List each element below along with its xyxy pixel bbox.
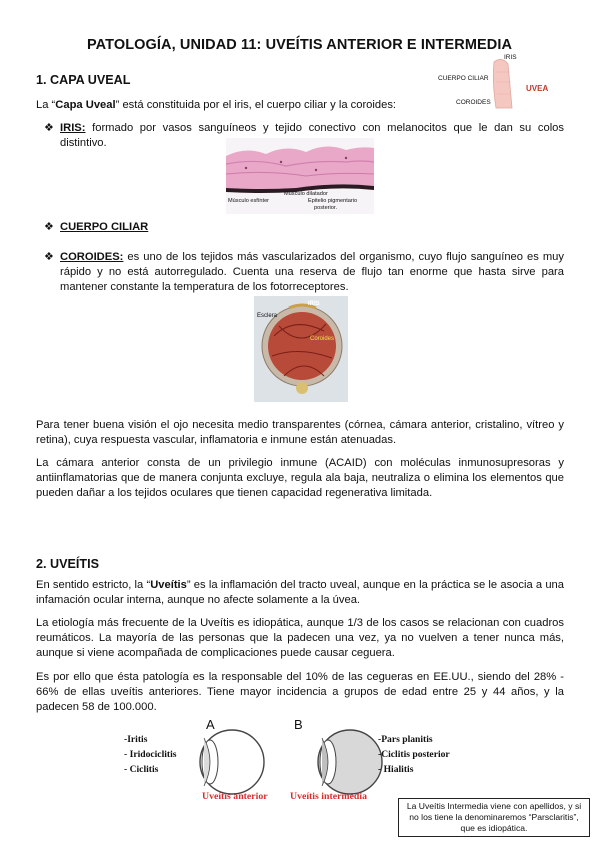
uveitis-classification-figure (124, 717, 450, 804)
paragraph-medios-transparentes: Para tener buena visión el ojo necesita medio transparentes (córnea, cámara anterior, cristalino, vítreo y retina), cuya respuesta vascular, inflamatoria e inmune están atenuadas. (36, 419, 564, 446)
label-coroides: Coroides (310, 336, 335, 342)
paragraph-camara-anterior: La cámara anterior consta de un privilegio inmune (ACAID) con moléculas inmunosupresoras y antiinflamatorias que de manera conjunta excluye, regula ala baja, neutraliza o elimina los elementos que pueden dañar a los tejidos oculares que tienen capacidad regenerativa limitada. (36, 457, 564, 499)
iris-label: IRIS: (60, 122, 86, 134)
list-item: - Hialitis (378, 764, 414, 775)
iris-histology-image (226, 138, 374, 214)
capa-uveal-term: Capa Uveal (55, 99, 116, 111)
diamond-bullet-icon: ❖ (44, 221, 54, 233)
cuerpo-ciliar-label: CUERPO CILIAR (60, 221, 149, 233)
paragraph-epidemiologia: Es por ello que ésta patología es la responsable del 10% de las cegueras en EE.UU., siendo del 28% - 66% de ellas uveítis anteriores. Tiene mayor incidencia a grupos de edad entre 25 y 44 años, y la padecen 58 de 100.000. (36, 671, 564, 713)
label-posterior: posterior. (314, 205, 338, 211)
capa-uveal-intro: La “Capa Uveal” está constituida por el iris, el cuerpo ciliar y la coroides: (36, 99, 397, 111)
list-item: -Pars planitis (378, 734, 433, 745)
uvea-label-cuerpo-ciliar: CUERPO CILIAR (438, 75, 489, 82)
uvea-label-iris: IRIS (504, 54, 517, 61)
iris-text: formado por vasos sanguíneos y tejido conectivo con melanocitos que le dan su colos distintivo. (60, 122, 564, 149)
diamond-bullet-icon: ❖ (44, 251, 54, 263)
caption-uveitis-intermedia: Uveítis intermedia (290, 791, 367, 802)
label-musculo-esfinter: Músculo esfínter (228, 198, 270, 204)
anterior-forms-list (124, 732, 177, 777)
bullet-coroides (44, 250, 564, 295)
uvea-label-uvea: UVEA (526, 84, 549, 93)
list-item: - Ciclitis (124, 764, 159, 775)
intermediate-forms-list (378, 732, 478, 777)
coroides-label: COROIDES: (60, 251, 124, 263)
label-musculo-dilatador: Músculo dilatador (284, 191, 328, 197)
eye-anatomy-image (254, 296, 348, 402)
note-box: La Uveítis Intermedia viene con apellidos, y si no los tiene la denominaremos “Parsclaritis”, que es idiopática. (398, 798, 590, 837)
uveitis-term: Uveítis (150, 579, 187, 591)
paragraph-definicion-uveitis: En sentido estricto, la “Uveítis” es la inflamación del tracto uveal, aunque en la práctica se le asocia a una infamación ocular interna, aunque no afecte solamente a la úvea. (36, 579, 564, 606)
uvea-label-coroides: COROIDES (456, 99, 491, 106)
section-2-heading: 2. UVEÍTIS (36, 557, 99, 571)
page-title: PATOLOGÍA, UNIDAD 11: UVEÍTIS ANTERIOR E INTERMEDIA (86, 37, 513, 53)
caption-uveitis-anterior: Uveítis anterior (202, 791, 268, 802)
label-iris: IRIS (308, 301, 320, 307)
label-esclera: Esclera (257, 313, 278, 319)
section-1-heading: 1. CAPA UVEAL (36, 73, 131, 87)
diamond-bullet-icon: ❖ (44, 122, 54, 134)
list-item: -Ciclitis posterior (378, 749, 450, 760)
bullet-cuerpo-ciliar (44, 220, 564, 235)
figure-label-a: A (206, 717, 215, 732)
figure-label-b: B (294, 717, 303, 732)
label-epitelio-pigmentario: Epitelio pigmentario (308, 198, 358, 204)
list-item: -Iritis (124, 734, 148, 745)
list-item: - Iridociclitis (124, 749, 177, 760)
paragraph-etiologia: La etiología más frecuente de la Uveítis es idiopática, aunque 1/3 de los casos se relacionan con cuadros reumáticos. La mayoría de las personas que la padecen una vez, ya no vuelven a tener nunca más, aunque si viene acompañada de complicaciones puede causar ceguera. (36, 617, 564, 659)
coroides-text: es uno de los tejidos más vascularizados del organismo, cuyo flujo sanguíneo es muy rápido y no está autorregulado. Cuenta una reserva de flujo tan enorme que hasta sirve para mantener constante la temperatura de los fotorreceptores. (60, 251, 564, 293)
